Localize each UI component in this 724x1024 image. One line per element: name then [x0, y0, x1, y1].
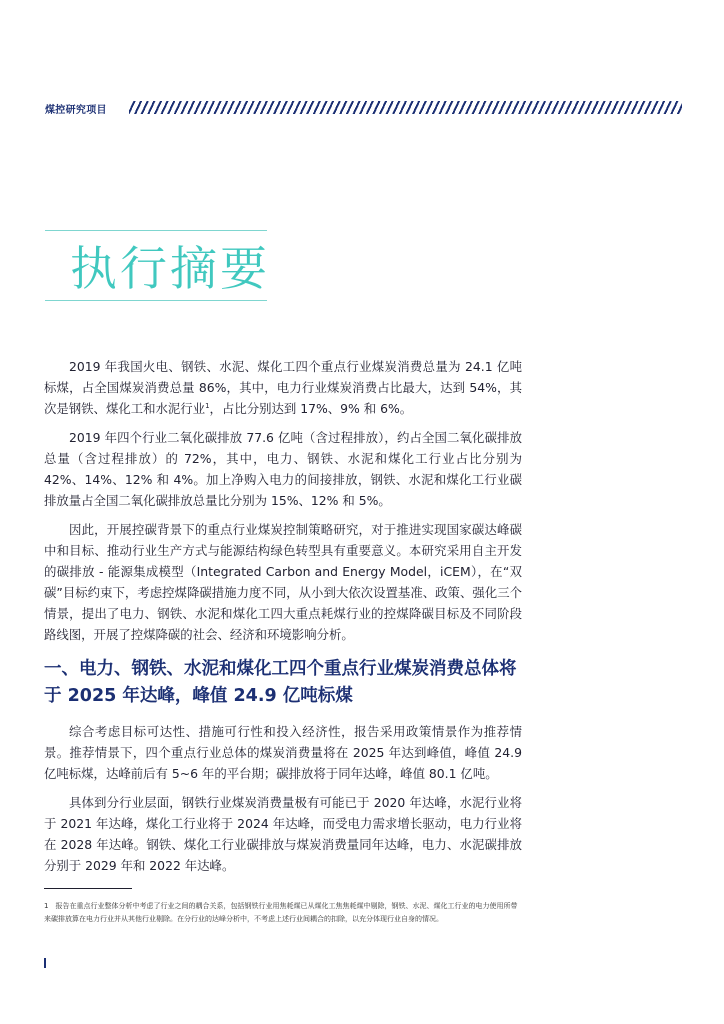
- paragraph-sector-peaks: 具体到分行业层面，钢铁行业煤炭消费量极有可能已于 2020 年达峰，水泥行业将于 2021 年达峰，煤化工行业将于 2024 年达峰，而受电力需求增长驱动，电力行业将在 2028 年达峰。钢铁、煤化工行业碳排放与煤炭消费量同年达峰，电力、水泥碳排放分别于 2029 年和 2022 年达峰。: [44, 795, 522, 873]
- paragraph-coal-consumption-tail: ，占比分别达到 17%、9% 和 6%。: [209, 401, 413, 416]
- header-label: 煤控研究项目: [45, 105, 107, 116]
- footnote-marker: 1: [205, 401, 210, 410]
- paragraph-study-approach: 因此，开展控碳背景下的重点行业煤炭控制策略研究，对于推进实现国家碳达峰碳中和目标、推动行业生产方式与能源结构绿色转型具有重要意义。本研究采用自主开发的碳排放 - 能源集成模型（Integrated Carbon and Energy Model，iCEM），在“双碳”目标约束下，考虑控煤降碳措施力度不同，从小到大依次设置基准、政策、强化三个情景，提出了电力、钢铁、水泥和煤化工四大重点耗煤行业的控煤降碳目标及不同阶段路线图，开展了控煤降碳的社会、经济和环境影响分析。: [44, 522, 522, 642]
- title-rule-top: [45, 230, 267, 231]
- page-title: 执行摘要: [70, 242, 270, 297]
- header-stripe-band: [129, 101, 682, 114]
- page-marker: [44, 958, 46, 968]
- title-rule-bottom: [45, 300, 267, 301]
- footnote-text: 1 报告在重点行业整体分析中考虑了行业之间的耦合关系，包括钢铁行业用焦耗煤已从煤化工焦焦耗煤中剔除，钢铁、水泥、煤化工行业的电力使用所带来碳排放算在电力行业并从其他行业剔除。在分行业的达峰分析中，不考虑上述行业间耦合的扣除，以充分体现行业自身的情况。: [44, 902, 518, 923]
- paragraph-co2-emissions: 2019 年四个行业二氧化碳排放 77.6 亿吨（含过程排放），约占全国二氧化碳排放总量（含过程排放）的 72%，其中，电力、钢铁、水泥和煤化工行业占比分别为 42%、14%、12% 和 4%。加上净购入电力的间接排放，钢铁、水泥和煤化工行业碳排放量占全国二氧化碳排放总量比分别为 15%、12% 和 5%。: [44, 430, 522, 508]
- paragraph-recommended-scenario: 综合考虑目标可达性、措施可行性和投入经济性，报告采用政策情景作为推荐情景。推荐情景下，四个重点行业总体的煤炭消费量将在 2025 年达到峰值，峰值 24.9 亿吨标煤，达峰前后有 5~6 年的平台期；碳排放将于同年达峰，峰值 80.1 亿吨。: [44, 724, 522, 781]
- footnote-rule: [44, 888, 132, 889]
- paragraph-coal-consumption: [44, 356, 522, 419]
- section-heading: 一、电力、钢铁、水泥和煤化工四个重点行业煤炭消费总体将于 2025 年达峰，峰值 24.9 亿吨标煤: [44, 659, 517, 706]
- paragraph-coal-consumption-text: 2019 年我国火电、钢铁、水泥、煤化工四个重点行业煤炭消费总量为 24.1 亿吨标煤，占全国煤炭消费总量 86%，其中，电力行业煤炭消费占比最大，达到 54%，其次是钢铁、煤化工和水泥行业: [44, 359, 522, 416]
